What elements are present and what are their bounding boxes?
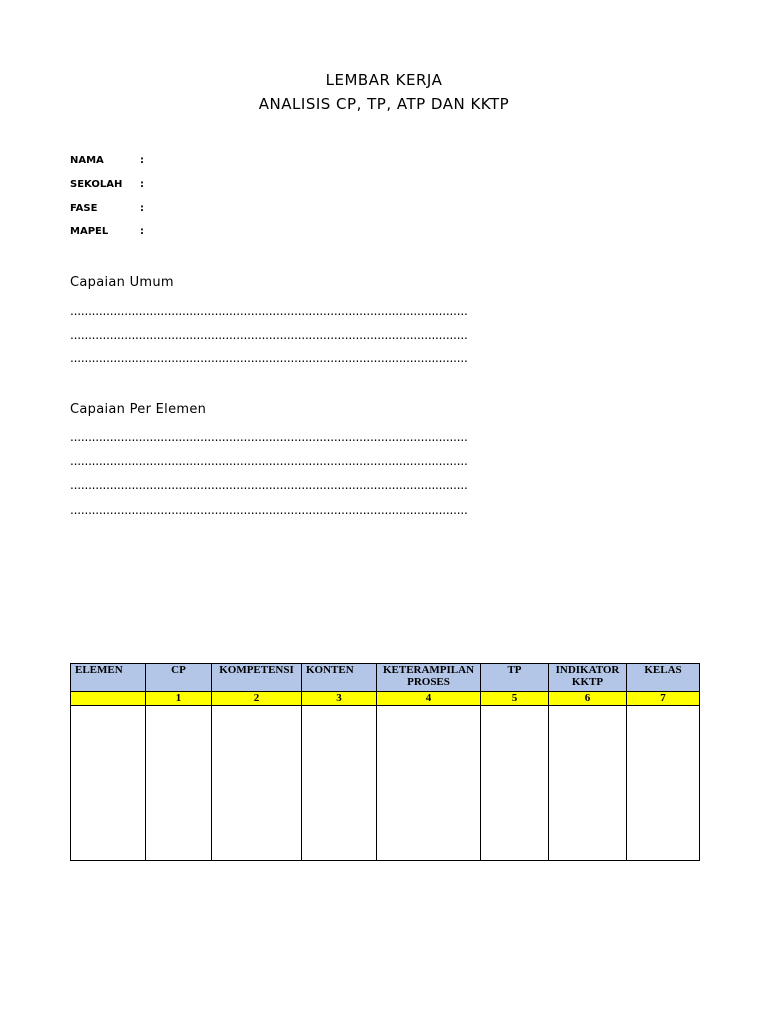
- table-cell: [302, 706, 377, 861]
- analysis-table: [70, 663, 700, 861]
- info-row-mapel: [70, 225, 148, 239]
- column-header-kompetensi: KOMPETENSI: [212, 664, 302, 692]
- table-cell: [212, 706, 302, 861]
- column-header-keterampilan-proses: KETERAMPILAN PROSES: [377, 664, 481, 692]
- table-row: [71, 706, 700, 861]
- column-header-elemen: ELEMEN: [71, 664, 146, 692]
- dotted-line: ..............................................................................................................: [70, 430, 468, 444]
- info-row-fase: [70, 202, 148, 216]
- capaian-umum-heading: Capaian Umum: [70, 275, 174, 290]
- info-label-mapel: MAPEL: [70, 226, 109, 237]
- column-number: 3: [302, 692, 377, 706]
- column-number: 7: [627, 692, 700, 706]
- column-header-indikator-kktp: INDIKATOR KKTP: [549, 664, 627, 692]
- table-cell: [146, 706, 212, 861]
- info-colon: :: [140, 179, 144, 190]
- dotted-line: ..............................................................................................................: [70, 351, 468, 365]
- table-number-row: [71, 692, 700, 706]
- capaian-per-elemen-heading: Capaian Per Elemen: [70, 402, 207, 417]
- info-label-sekolah: SEKOLAH: [70, 179, 123, 190]
- column-header-kelas: KELAS: [627, 664, 700, 692]
- dotted-line: ..............................................................................................................: [70, 304, 468, 318]
- info-colon: :: [140, 203, 144, 214]
- table-cell: [549, 706, 627, 861]
- dotted-line: ..............................................................................................................: [70, 328, 468, 342]
- document-subtitle: ANALISIS CP, TP, ATP DAN KKTP: [258, 95, 510, 113]
- info-row-sekolah: [70, 178, 148, 192]
- info-label-fase: FASE: [70, 203, 98, 214]
- dotted-line: ..............................................................................................................: [70, 478, 468, 492]
- column-header-tp: TP: [481, 664, 549, 692]
- info-colon: :: [140, 226, 144, 237]
- table-cell: [481, 706, 549, 861]
- table-cell: [71, 706, 146, 861]
- dotted-line: ..............................................................................................................: [70, 503, 468, 517]
- column-number: 5: [481, 692, 549, 706]
- table-cell: [627, 706, 700, 861]
- dotted-line: ..............................................................................................................: [70, 454, 468, 468]
- column-number: 2: [212, 692, 302, 706]
- column-number: [71, 692, 146, 706]
- info-label-nama: NAMA: [70, 155, 104, 166]
- column-header-konten: KONTEN: [302, 664, 377, 692]
- info-row-nama: [70, 154, 148, 168]
- column-header-cp: CP: [146, 664, 212, 692]
- document-title: LEMBAR KERJA: [325, 71, 443, 89]
- info-colon: :: [140, 155, 144, 166]
- column-number: 1: [146, 692, 212, 706]
- column-number: 4: [377, 692, 481, 706]
- table-cell: [377, 706, 481, 861]
- table-header-row: [71, 664, 700, 692]
- column-number: 6: [549, 692, 627, 706]
